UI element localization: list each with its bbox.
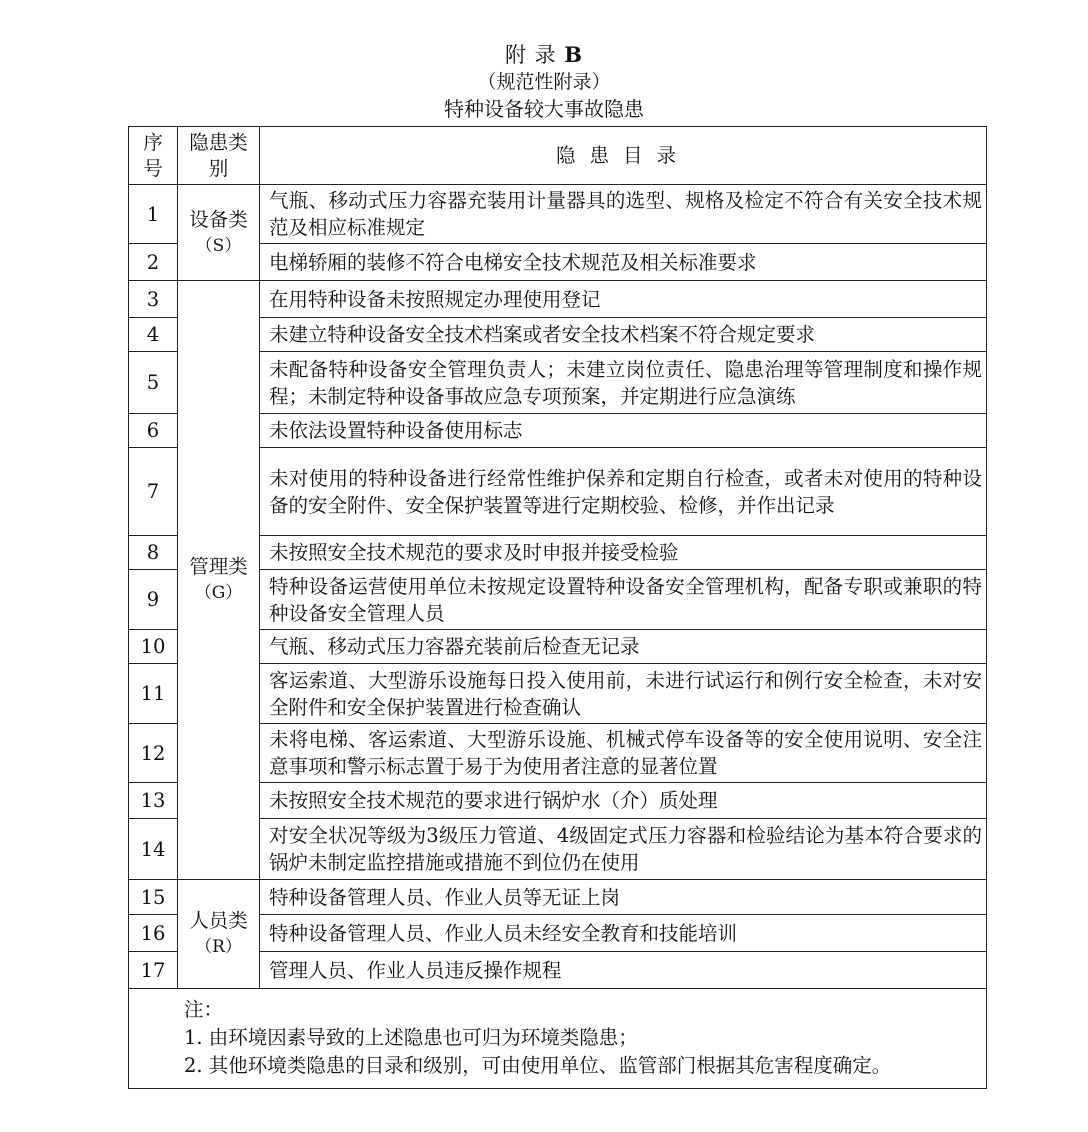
category-code: （G）	[194, 583, 243, 603]
row-text: 未按照安全技术规范的要求及时申报并接受检验	[260, 536, 987, 570]
notes-row	[129, 989, 987, 1089]
table-row	[129, 281, 987, 318]
row-number: 12	[129, 724, 178, 783]
row-text: 特种设备管理人员、作业人员未经安全教育和技能培训	[260, 915, 987, 952]
row-text: 气瓶、移动式压力容器充装用计量器具的选型、规格及检定不符合有关安全技术规范及相应标准规定	[260, 185, 987, 244]
row-text: 对安全状况等级为3级压力管道、4级固定式压力容器和检验结论为基本符合要求的锅炉未制定监控措施或措施不到位仍在使用	[260, 819, 987, 880]
category-management	[178, 281, 260, 880]
category-name: 设备类	[189, 207, 248, 231]
row-number: 1	[129, 185, 178, 244]
row-text: 特种设备管理人员、作业人员等无证上岗	[260, 880, 987, 915]
row-text: 客运索道、大型游乐设施每日投入使用前，未进行试运行和例行安全检查，未对安全附件和安全保护装置进行检查确认	[260, 664, 987, 724]
appendix-subtitle: （规范性附录）	[477, 71, 611, 93]
row-text: 未按照安全技术规范的要求进行锅炉水（介）质处理	[260, 783, 987, 819]
row-text: 未对使用的特种设备进行经常性维护保养和定期自行检查，或者未对使用的特种设备的安全附件、安全保护装置等进行定期校验、检修，并作出记录	[260, 448, 987, 536]
header-content: 隐患目录	[260, 127, 987, 185]
row-number: 4	[129, 318, 178, 352]
appendix-prefix: 附 录	[504, 43, 565, 67]
row-text: 电梯轿厢的装修不符合电梯安全技术规范及相关标准要求	[260, 244, 987, 281]
row-text: 未依法设置特种设备使用标志	[260, 414, 987, 448]
table-header-row	[129, 127, 987, 185]
category-equipment	[178, 185, 260, 281]
row-number: 17	[129, 952, 178, 989]
row-number: 2	[129, 244, 178, 281]
row-number: 16	[129, 915, 178, 952]
table-row	[129, 880, 987, 915]
hazard-table	[128, 126, 987, 1089]
header-serial-line2: 号	[143, 156, 163, 180]
category-name: 人员类	[189, 909, 248, 932]
category-code: （R）	[195, 937, 242, 957]
notes-label: 注：	[184, 997, 224, 1021]
row-text: 未建立特种设备安全技术档案或者安全技术档案不符合规定要求	[260, 318, 987, 352]
header-serial-line1: 序	[143, 130, 163, 154]
note-item-1: 1. 由环境因素导致的上述隐患也可归为环境类隐患；	[184, 1025, 638, 1049]
row-text: 未将电梯、客运索道、大型游乐设施、机械式停车设备等的安全使用说明、安全注意事项和警示标志置于易于为使用者注意的显著位置	[260, 724, 987, 783]
row-text: 特种设备运营使用单位未按规定设置特种设备安全管理机构，配备专职或兼职的特种设备安全管理人员	[260, 570, 987, 630]
row-number: 5	[129, 352, 178, 414]
row-text: 未配备特种设备安全管理负责人；未建立岗位责任、隐患治理等管理制度和操作规程；未制定特种设备事故应急专项预案，并定期进行应急演练	[260, 352, 987, 414]
category-personnel	[178, 880, 260, 989]
category-code: （S）	[195, 235, 242, 256]
row-number: 3	[129, 281, 178, 318]
row-text: 管理人员、作业人员违反操作规程	[260, 952, 987, 989]
header-category	[178, 127, 260, 185]
row-number: 6	[129, 414, 178, 448]
row-text: 在用特种设备未按照规定办理使用登记	[260, 281, 987, 318]
row-number: 13	[129, 783, 178, 819]
row-number: 15	[129, 880, 178, 915]
row-number: 14	[129, 819, 178, 880]
table-row	[129, 185, 987, 244]
row-text: 气瓶、移动式压力容器充装前后检查无记录	[260, 630, 987, 664]
row-number: 7	[129, 448, 178, 536]
note-item-2: 2. 其他环境类隐患的目录和级别，可由使用单位、监管部门根据其危害程度确定。	[184, 1053, 892, 1077]
appendix-letter: B	[564, 42, 584, 67]
header-category-line1: 隐患类	[189, 130, 248, 154]
page-title: 特种设备较大事故隐患	[444, 97, 644, 121]
header-serial-number	[129, 127, 178, 185]
notes-cell	[129, 989, 987, 1089]
header-category-line2: 别	[208, 156, 229, 180]
row-number: 8	[129, 536, 178, 570]
row-number: 9	[129, 570, 178, 630]
category-name: 管理类	[189, 555, 248, 578]
row-number: 11	[129, 664, 178, 724]
row-number: 10	[129, 630, 178, 664]
appendix-title	[0, 42, 1088, 68]
